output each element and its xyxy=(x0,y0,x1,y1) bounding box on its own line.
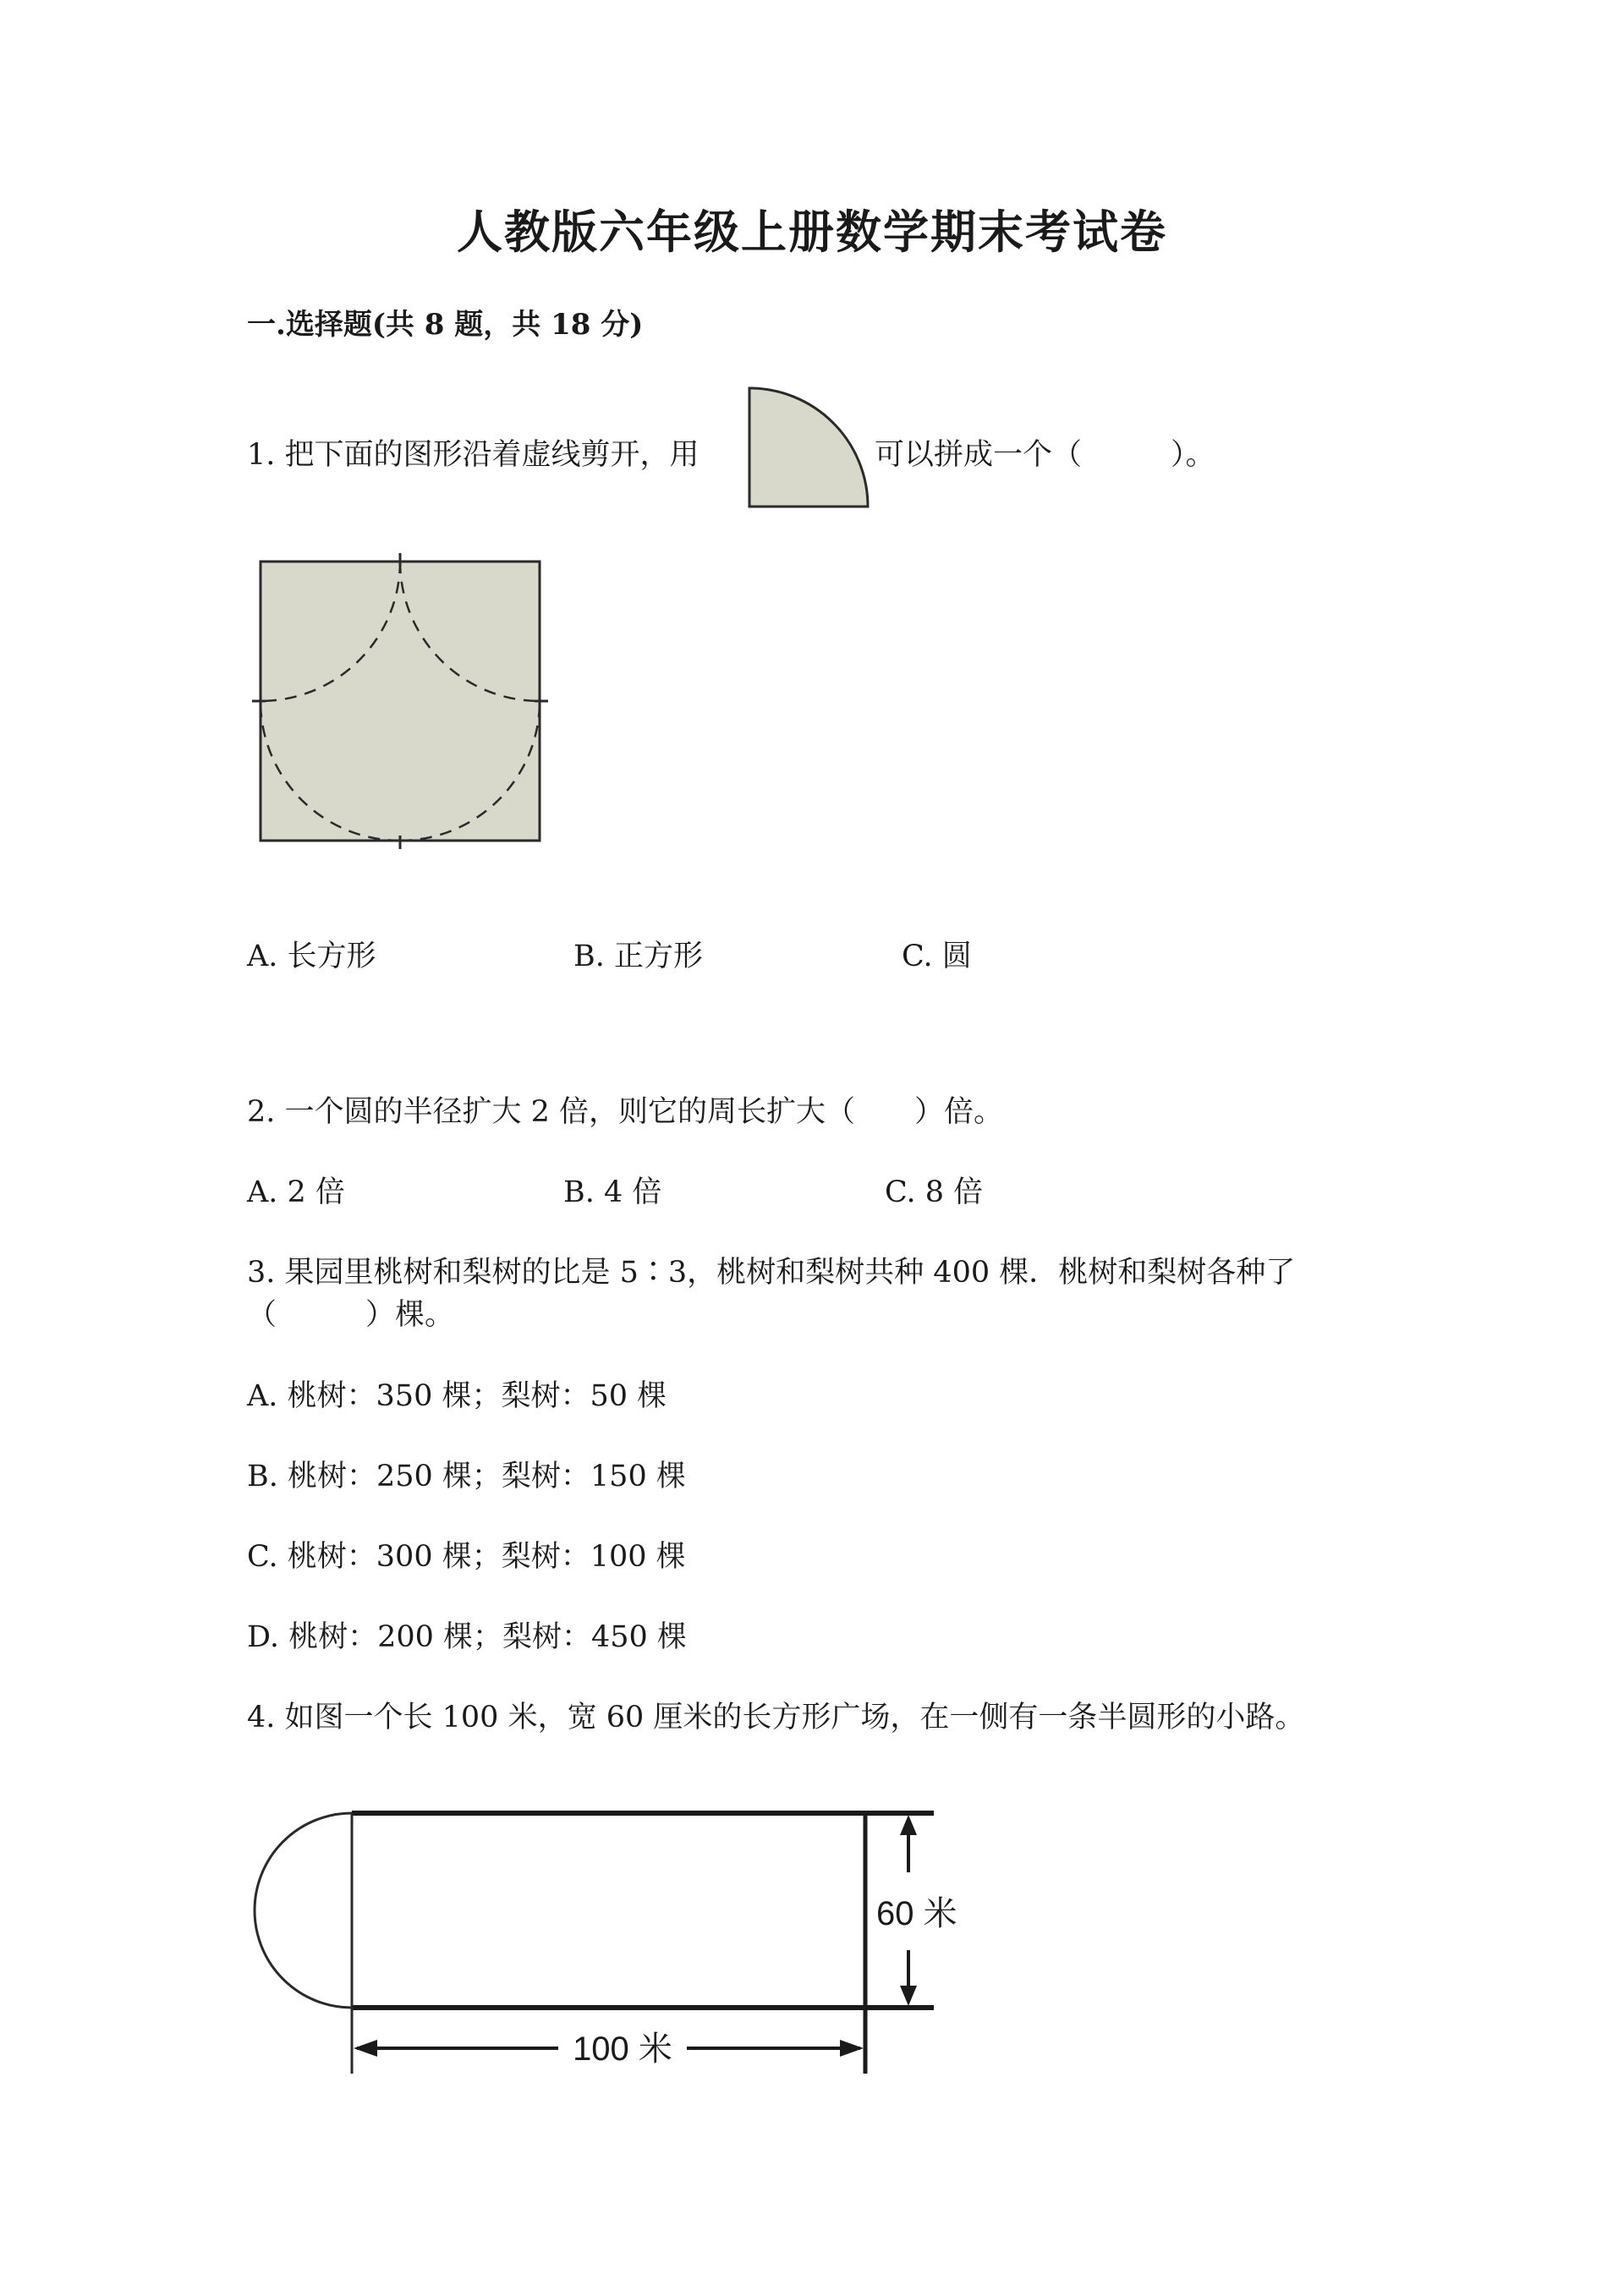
question-1-text-after: 可以拼成一个（ ）。 xyxy=(875,438,1215,472)
page-title: 人教版六年级上册数学期末考试卷 xyxy=(457,205,1167,259)
question-2-option-b: B. 4 倍 xyxy=(563,1175,662,1209)
question-3-option-a: A. 桃树：350 棵；梨树：50 棵 xyxy=(247,1379,667,1413)
question-1-option-c: C. 圆 xyxy=(902,940,972,973)
question-4-text: 4. 如图一个长 100 米，宽 60 厘米的长方形广场，在一侧有一条半圆形的小路。 xyxy=(247,1701,1305,1734)
question-1-text-before: 1. 把下面的图形沿着虚线剪开，用 xyxy=(247,438,700,472)
square-dashed-figure xyxy=(259,560,541,842)
question-3-text-line2: （ ）棵。 xyxy=(247,1298,455,1332)
quarter-circle-figure xyxy=(748,386,871,510)
question-1-option-b: B. 正方形 xyxy=(573,940,703,973)
width-label: 60 米 xyxy=(876,1895,957,1932)
question-3-option-c: C. 桃树：300 棵；梨树：100 棵 xyxy=(247,1540,686,1574)
question-2-text: 2. 一个圆的半径扩大 2 倍，则它的周长扩大（ ）倍。 xyxy=(247,1095,1004,1129)
rectangle-semicircle-figure xyxy=(245,1801,956,2089)
question-3-text-line1: 3. 果园里桃树和梨树的比是 5∶3，桃树和梨树共种 400 棵．桃树和梨树各种了 xyxy=(247,1256,1296,1290)
question-2-option-a: A. 2 倍 xyxy=(247,1175,345,1209)
question-3-option-d: D. 桃树：200 棵；梨树：450 棵 xyxy=(247,1620,687,1654)
section-heading: 一.选择题(共 8 题，共 18 分) xyxy=(247,308,644,342)
length-label: 100 米 xyxy=(573,2030,672,2068)
question-3-option-b: B. 桃树：250 棵；梨树：150 棵 xyxy=(247,1460,686,1493)
question-2-option-c: C. 8 倍 xyxy=(885,1175,984,1209)
question-1-option-a: A. 长方形 xyxy=(247,940,376,973)
